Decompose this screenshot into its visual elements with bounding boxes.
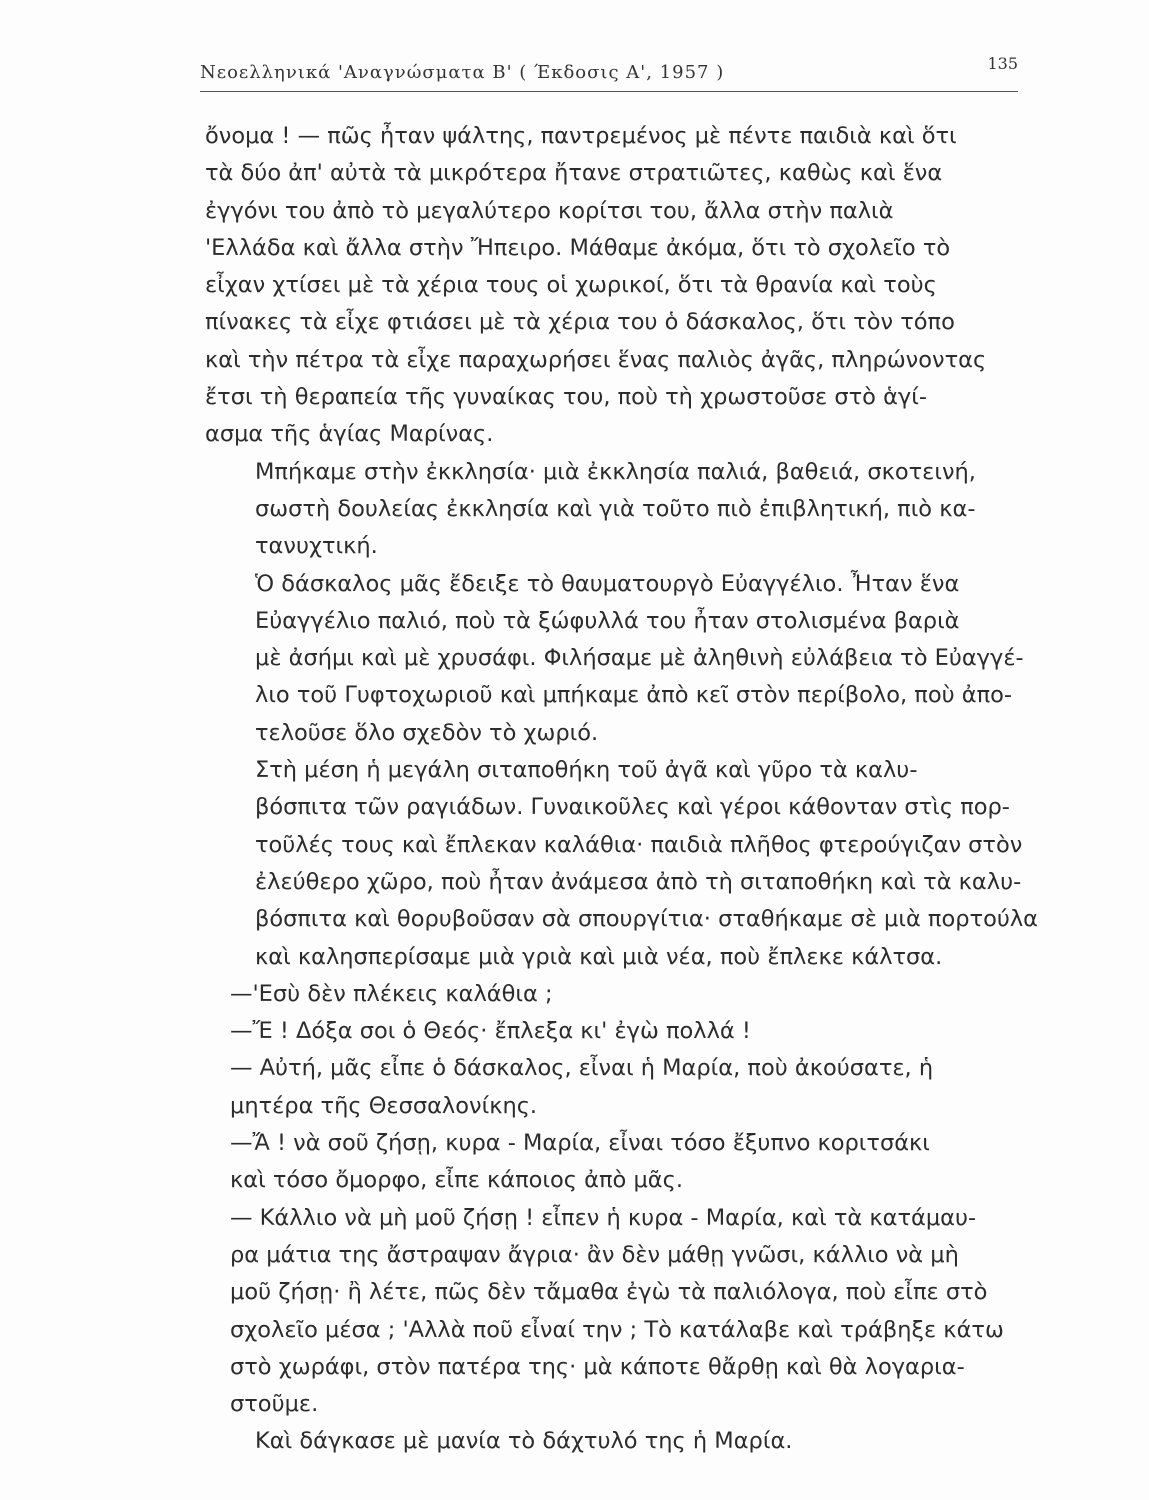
text-line: σχολεῖο μέσα ; 'Αλλὰ ποῦ εἶναί την ; Τὸ κατάλαβε καὶ τράβηξε κάτω — [230, 1316, 1004, 1343]
text-line: καὶ καλησπερίσαμε μιὰ γριὰ καὶ μιὰ νέα, ποὺ ἔπλεκε κάλτσα. — [255, 943, 943, 970]
text-line: μητέρα τῆς Θεσσαλονίκης. — [230, 1092, 538, 1119]
dialogue-paragraph — [205, 976, 1030, 1013]
text-line: καὶ τὴν πέτρα τὰ εἶχε παραχωρήσει ἕνας παλιὸς ἀγᾶς, πληρώνοντας — [205, 346, 987, 373]
text-line: Ὁ δάσκαλος μᾶς ἔδειξε τὸ θαυματουργὸ Εὐαγγέλιο. Ἦταν ἕνα — [255, 570, 960, 597]
text-line: ὄνομα ! — πῶς ἦταν ψάλτης, παντρεμένος μὲ πέντε παιδιὰ καὶ ὅτι — [205, 123, 957, 149]
text-line: βόσπιτα καὶ θορυβοῦσαν σὰ σπουργίτια· σταθήκαμε σὲ μιὰ πορτούλα — [255, 906, 1039, 933]
text-line: —Ἔ ! Δόξα σοι ὁ Θεός· ἔπλεξα κι' ἐγὼ πολλά ! — [230, 1018, 751, 1045]
header-rule — [200, 91, 1018, 92]
paragraph — [205, 566, 1030, 752]
text-line: 'Ελλάδα καὶ ἄλλα στὴν Ἤπειρο. Μάθαμε ἀκόμα, ὅτι τὸ σχολεῖο τὸ — [205, 234, 951, 261]
text-line: ἔτσι τὴ θεραπεία τῆς γυναίκας του, ποὺ τὴ χρωστοῦσε στὸ ἁγί- — [205, 384, 927, 411]
text-line: μοῦ ζήσῃ· ἢ λέτε, πῶς δὲν τἄμαθα ἐγὼ τὰ παλιόλογα, ποὺ εἶπε στὸ — [230, 1279, 988, 1306]
dialogue-paragraph — [205, 1125, 1030, 1200]
dialogue-paragraph — [205, 1200, 1030, 1424]
text-line: εἶχαν χτίσει μὲ τὰ χέρια τους οἱ χωρικοί, ὅτι τὰ θρανία καὶ τοὺς — [205, 272, 937, 299]
paragraph — [205, 1423, 1030, 1460]
text-line: Καὶ δάγκασε μὲ μανία τὸ δάχτυλό της ἡ Μαρία. — [255, 1428, 793, 1455]
text-line: Μπήκαμε στὴν ἐκκλησία· μιὰ ἐκκλησία παλιά, βαθειά, σκοτεινή, — [255, 458, 976, 485]
body-text — [205, 118, 1039, 1461]
running-title: Νεοελληνικά 'Αναγνώσματα Β' ( Έκδοσις Α', 1957 ) — [200, 62, 725, 83]
running-head — [200, 54, 1018, 92]
text-line: λιο τοῦ Γυφτοχωριοῦ καὶ μπήκαμε ἀπὸ κεῖ στὸν περίβολο, ποὺ ἀπο- — [255, 682, 1013, 709]
text-line: ασμα τῆς ἁγίας Μαρίνας. — [205, 421, 494, 448]
text-line: —Ἄ ! νὰ σοῦ ζήσῃ, κυρα - Μαρία, εἶναι τόσο ἔξυπνο κοριτσάκι — [230, 1130, 930, 1157]
text-line: ἐγγόνι του ἀπὸ τὸ μεγαλύτερο κορίτσι του, ἄλλα στὴν παλιὰ — [205, 197, 894, 224]
page-number: 135 — [987, 54, 1018, 73]
text-line: στοῦμε. — [230, 1391, 319, 1418]
text-line: μὲ ἀσήμι καὶ μὲ χρυσάφι. Φιλήσαμε μὲ ἀληθινὴ εὐλάβεια τὸ Εὐαγγέ- — [255, 645, 1024, 672]
paragraph — [205, 752, 1039, 976]
text-line: τὰ δύο ἀπ' αὐτὰ τὰ μικρότερα ἤτανε στρατιῶτες, καθὼς καὶ ἕνα — [205, 160, 943, 187]
text-line: ρα μάτια της ἄστραψαν ἄγρια· ἂν δὲν μάθῃ γνῶσι, κάλλιο νὰ μὴ — [230, 1241, 959, 1268]
text-line: ἐλεύθερο χῶρο, ποὺ ἦταν ἀνάμεσα ἀπὸ τὴ σιταποθήκη καὶ τὰ καλυ- — [255, 868, 1022, 895]
text-line: Στὴ μέση ἡ μεγάλη σιταποθήκη τοῦ ἀγᾶ καὶ γῦρο τὰ καλυ- — [255, 757, 918, 784]
text-line: τανυχτική. — [255, 533, 378, 560]
text-line: πίνακες τὰ εἶχε φτιάσει μὲ τὰ χέρια του ὁ δάσκαλος, ὅτι τὸν τόπο — [205, 309, 955, 336]
paragraph — [205, 118, 1030, 454]
text-line: τελοῦσε ὅλο σχεδὸν τὸ χωριό. — [255, 719, 599, 746]
dialogue-paragraph — [205, 1013, 1030, 1050]
text-line: βόσπιτα τῶν ραγιάδων. Γυναικοῦλες καὶ γέροι κάθονταν στὶς πορ- — [255, 794, 1010, 821]
text-line: τοῦλές τους καὶ ἔπλεκαν καλάθια· παιδιὰ πλῆθος φτερούγιζαν στὸν — [255, 831, 1023, 858]
text-line: καὶ τόσο ὄμορφο, εἶπε κάποιος ἀπὸ μᾶς. — [230, 1167, 683, 1194]
text-line: στὸ χωράφι, στὸν πατέρα της· μὰ κάποτε θἄρθῃ καὶ θὰ λογαρια- — [230, 1353, 965, 1380]
dialogue-paragraph — [205, 1050, 1030, 1125]
paragraph — [205, 454, 1030, 566]
text-line: σωστὴ δουλείας ἐκκλησία καὶ γιὰ τοῦτο πιὸ ἐπιβλητική, πιὸ κα- — [255, 495, 976, 522]
text-line: — Αὐτή, μᾶς εἶπε ὁ δάσκαλος, εἶναι ἡ Μαρία, ποὺ ἀκούσατε, ἡ — [230, 1055, 934, 1082]
text-line: —'Εσὺ δὲν πλέκεις καλάθια ; — [230, 980, 553, 1007]
text-line: — Κάλλιο νὰ μὴ μοῦ ζήσῃ ! εἶπεν ἡ κυρα - Μαρία, καὶ τὰ κατάμαυ- — [230, 1204, 977, 1231]
text-line: Εὐαγγέλιο παλιό, ποὺ τὰ ξώφυλλά του ἦταν στολισμένα βαριὰ — [255, 607, 960, 634]
